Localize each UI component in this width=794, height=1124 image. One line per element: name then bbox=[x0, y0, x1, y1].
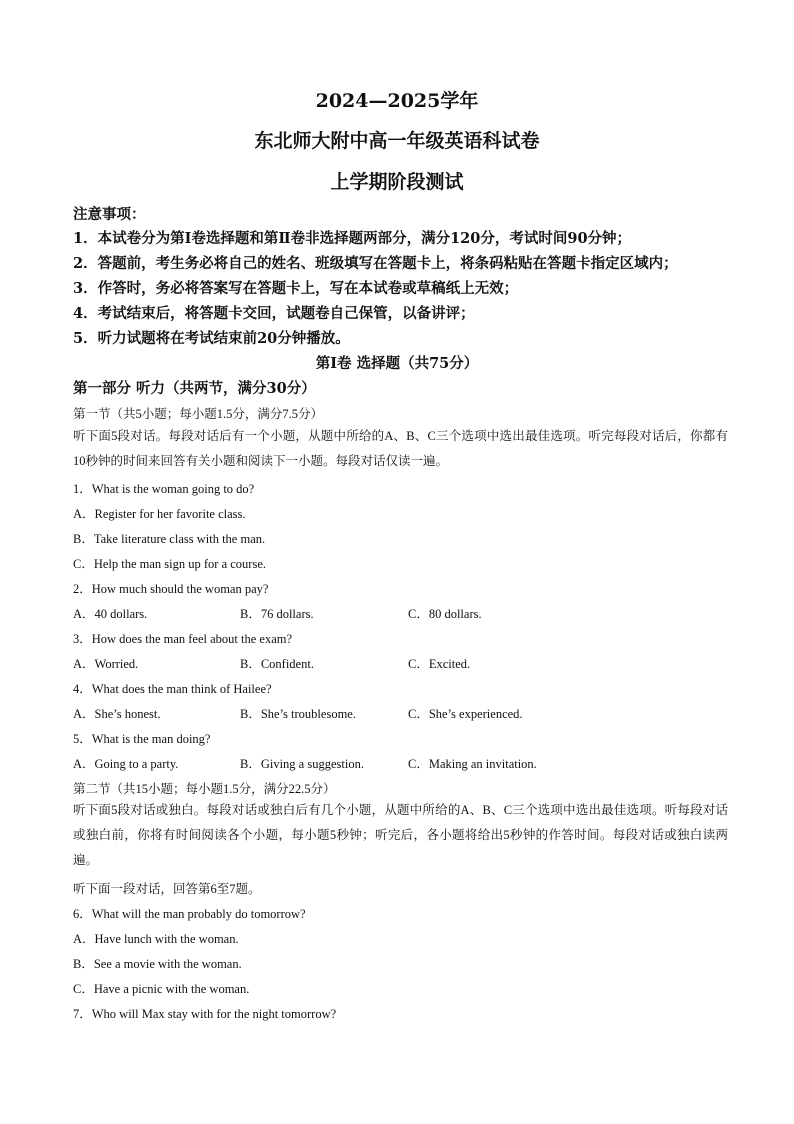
section-instructions: 听下面5段对话或独白。每段对话或独白后有几个小题，从题中所给的A、B、C三个选项中选出最佳选项。听每段对话或独白前，你将有时间阅读各个小题，每小题5秒钟；听完后，各小题将给出5秒钟的作答时间。每段对话或独白读两遍。 bbox=[73, 803, 728, 867]
question-stem: 7．Who will Max stay with for the night tomorrow? bbox=[73, 1007, 337, 1021]
option-c: C．80 dollars. bbox=[408, 607, 482, 621]
volume-title: 第Ⅰ卷 选择题（共75分） bbox=[315, 355, 479, 372]
question-stem: 5．What is the man doing? bbox=[73, 732, 211, 746]
option-c: C．She’s experienced. bbox=[408, 707, 523, 721]
notice-item: 3．作答时，务必将答案写在答题卡上，写在本试卷或草稿纸上无效； bbox=[73, 280, 519, 297]
question-stem: 6．What will the man probably do tomorrow? bbox=[73, 907, 306, 921]
year-title: 2024—2025学年 bbox=[315, 90, 479, 112]
option-a: A．She’s honest. bbox=[73, 707, 161, 721]
option-c: C．Making an invitation. bbox=[408, 757, 537, 771]
question-stem: 4．What does the man think of Hailee? bbox=[73, 682, 272, 696]
part-title: 第一部分 听力（共两节，满分30分） bbox=[73, 380, 316, 397]
section-title: 第一节（共5小题；每小题1.5分，满分7.5分） bbox=[73, 407, 324, 421]
option-b: B．76 dollars. bbox=[240, 607, 314, 621]
question-stem: 3．How does the man feel about the exam? bbox=[73, 632, 293, 646]
section-title: 第二节（共15小题；每小题1.5分，满分22.5分） bbox=[73, 782, 336, 796]
notice-item: 2．答题前，考生务必将自己的姓名、班级填写在答题卡上，将条码粘贴在答题卡指定区域内； bbox=[73, 255, 678, 272]
option-b: B．Take literature class with the man. bbox=[73, 532, 266, 546]
option-a: A．Register for her favorite class. bbox=[73, 507, 246, 521]
option-b: B．Confident. bbox=[240, 657, 314, 671]
notice-heading: 注意事项： bbox=[73, 206, 146, 223]
option-a: A．Going to a party. bbox=[73, 757, 179, 771]
question-stem: 2．How much should the woman pay? bbox=[73, 582, 269, 596]
notice-item: 5．听力试题将在考试结束前20分钟播放。 bbox=[73, 330, 350, 347]
notice-item: 4．考试结束后，将答题卡交回，试题卷自己保管，以备讲评； bbox=[73, 305, 475, 322]
term-title: 上学期阶段测试 bbox=[330, 171, 464, 193]
option-c: C．Help the man sign up for a course. bbox=[73, 557, 267, 571]
option-a: A．Have lunch with the woman. bbox=[73, 932, 239, 946]
option-a: A．Worried. bbox=[73, 657, 139, 671]
notice-item: 1．本试卷分为第Ⅰ卷选择题和第Ⅱ卷非选择题两部分，满分120分，考试时间90分钟； bbox=[73, 230, 632, 247]
option-b: B．See a movie with the woman. bbox=[73, 957, 242, 971]
question-stem: 1．What is the woman going to do? bbox=[73, 482, 255, 496]
option-c: C．Have a picnic with the woman. bbox=[73, 982, 250, 996]
option-b: B．She’s troublesome. bbox=[240, 707, 356, 721]
school-title: 东北师大附中高一年级英语科试卷 bbox=[254, 130, 540, 152]
listening-prompt: 听下面一段对话，回答第6至7题。 bbox=[73, 882, 261, 896]
section-instructions: 听下面5段对话。每段对话后有一个小题，从题中所给的A、B、C三个选项中选出最佳选项。听完每段对话后，你都有10秒钟的时间来回答有关小题和阅读下一小题。每段对话仅读一遍。 bbox=[73, 429, 728, 468]
option-b: B．Giving a suggestion. bbox=[240, 757, 364, 771]
option-c: C．Excited. bbox=[408, 657, 471, 671]
option-a: A．40 dollars. bbox=[73, 607, 148, 621]
